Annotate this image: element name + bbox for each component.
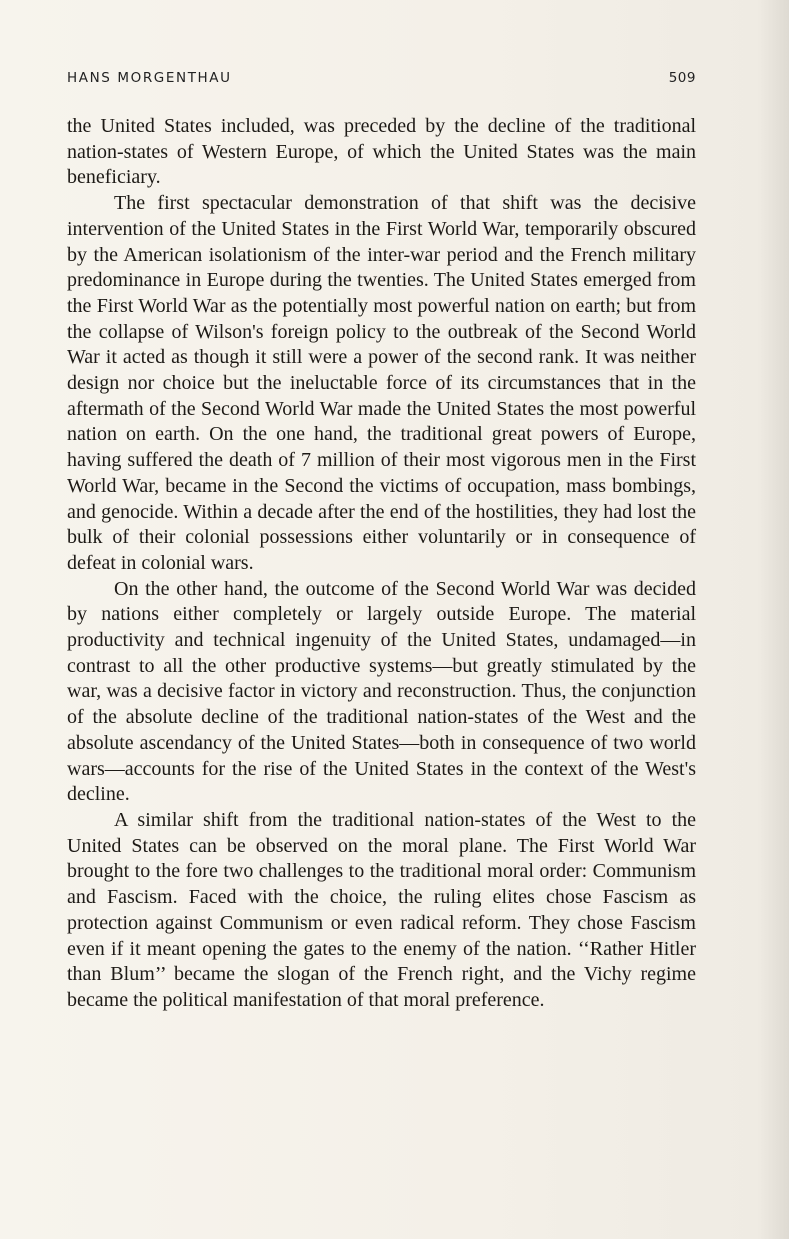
paragraph: The first spectacular demonstration of that shift was the decisive intervention of the United States in the First World War, temporarily obscured by the American isolationism of the inter-war period and the French military predominance in Europe during the twenties. The United States emerged from the First World War as the potentially most powerful nation on earth; but from the collapse of Wilson's foreign policy to the outbreak of the Second World War it acted as though it still were a power of the second rank. It was neither design nor choice but the ineluctable force of its circumstances that in the aftermath of the Second World War made the United States the most powerful nation on earth. On the one hand, the traditional great powers of Europe, having suffered the death of 7 million of their most vigorous men in the First World War, became in the Second the victims of occupation, mass bombings, and genocide. Within a decade after the end of the hostilities, they had lost the bulk of their colonial possessions either voluntarily or in consequence of defeat in colonial wars. — [67, 192, 696, 574]
running-head-author: HANS MORGENTHAU — [67, 70, 232, 86]
page-number: 509 — [668, 70, 696, 86]
body-text — [67, 114, 696, 1014]
running-head — [67, 70, 696, 94]
paragraph: A similar shift from the traditional nation-states of the West to the United States can be observed on the moral plane. The First World War brought to the fore two challenges to the traditional moral order: Communism and Fascism. Faced with the choice, the ruling elites chose Fascism as protection against Communism or even radical reform. They chose Fascism even if it meant opening the gates to the enemy of the nation. ‘‘Rather Hitler than Blum’’ became the slogan of the French right, and the Vichy regime became the political manifestation of that moral preference. — [67, 808, 696, 1011]
paragraph-continued: the United States included, was preceded by the decline of the traditional nation-states of Western Europe, of which the United States was the main beneficiary. — [67, 115, 696, 189]
paragraph: On the other hand, the outcome of the Second World War was decided by nations either completely or largely outside Europe. The material productivity and technical ingenuity of the United States, undamaged—in contrast to all the other productive systems—but greatly stimulated by the war, was a decisive factor in victory and reconstruction. Thus, the conjunction of the absolute decline of the traditional nation-states of the West and the absolute ascendancy of the United States—both in consequence of two world wars—accounts for the rise of the United States in the context of the West's decline. — [67, 577, 696, 806]
